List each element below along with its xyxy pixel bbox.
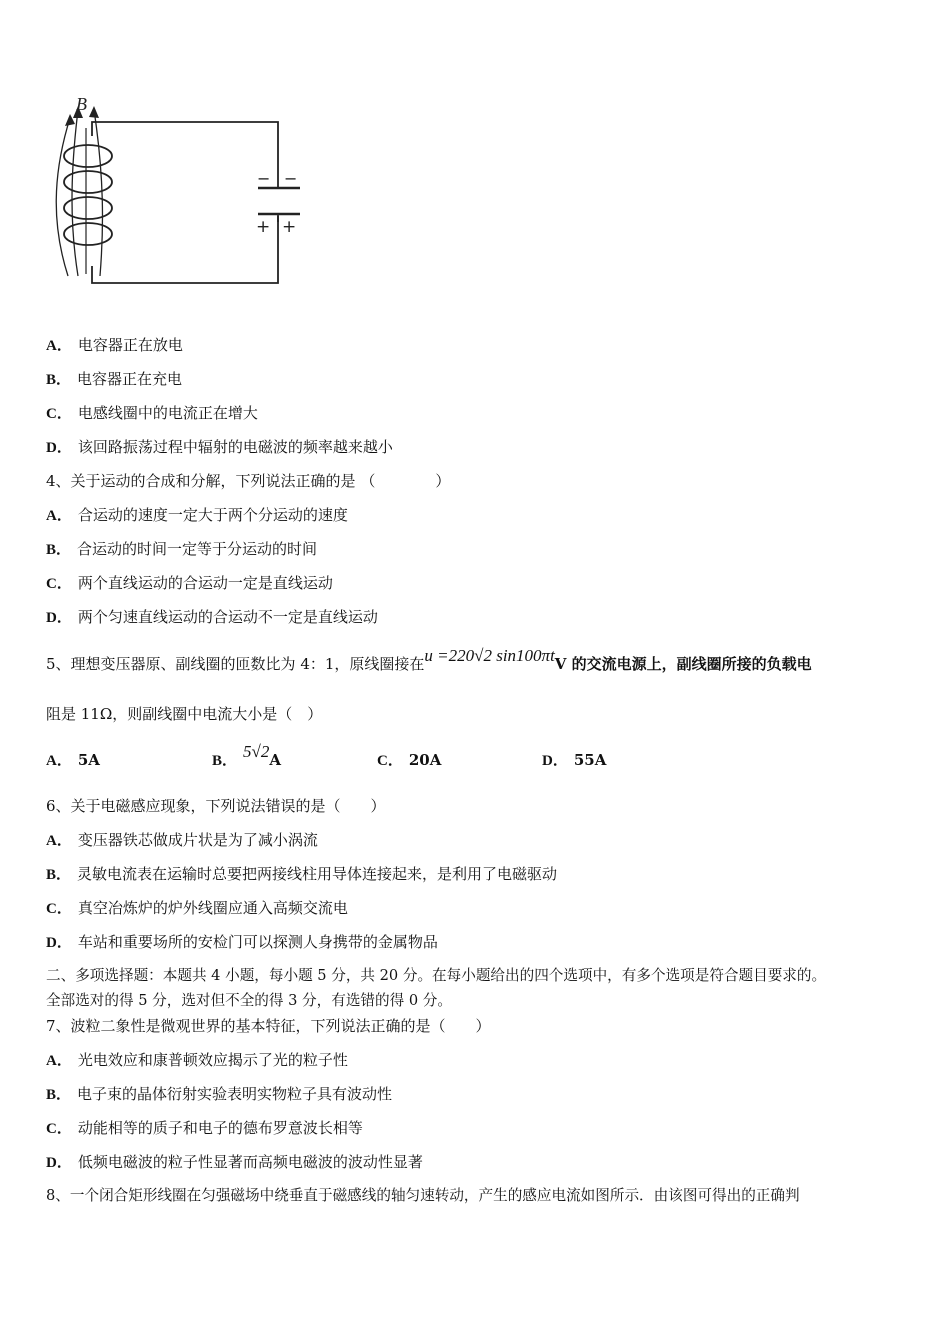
q5-option-c: C． 20A: [377, 751, 442, 769]
q4-option-a: A． 合运动的速度一定大于两个分运动的速度: [46, 506, 348, 524]
q6-option-d: D． 车站和重要场所的安检门可以探测人身携带的金属物品: [46, 933, 438, 951]
q3-option-d: D． 该回路振荡过程中辐射的电磁波的频率越来越小: [46, 438, 393, 456]
capacitor-minus-right: −: [284, 169, 298, 188]
capacitor-plus-right: +: [282, 217, 297, 237]
capacitor-minus-left: −: [257, 169, 271, 188]
q7-stem: 7、波粒二象性是微观世界的基本特征，下列说法正确的是（ ）: [46, 1017, 491, 1035]
lc-circuit-figure: [48, 96, 308, 296]
section2-intro-line1: 二、多项选择题：本题共 4 小题，每小题 5 分，共 20 分。在每小题给出的四个选项中，有多个选项是符合题目要求的。: [46, 967, 827, 984]
q4-option-d: D． 两个匀速直线运动的合运动不一定是直线运动: [46, 608, 378, 626]
voltage-formula: u =220√2 sin100πt: [424, 646, 555, 665]
q6-stem: 6、关于电磁感应现象，下列说法错误的是（ ）: [46, 797, 386, 815]
q7-option-a: A． 光电效应和康普顿效应揭示了光的粒子性: [46, 1051, 348, 1069]
q3-option-a: A． 电容器正在放电: [46, 336, 183, 354]
q6-option-c: C． 真空冶炼炉的炉外线圈应通入高频交流电: [46, 899, 348, 917]
capacitor-plus-left: +: [256, 217, 271, 237]
q4-option-b: B． 合运动的时间一定等于分运动的时间: [46, 540, 318, 558]
q8-stem: 8、一个闭合矩形线圈在匀强磁场中绕垂直于磁感线的轴匀速转动，产生的感应电流如图所示．由该图可得出的正确判: [46, 1187, 800, 1204]
q5-stem: 5、理想变压器原、副线圈的匝数比为 4：1，原线圈接在u =220√2 sin100πtV 的交流电源上，副线圈所接的负载电: [46, 646, 812, 673]
q3-option-c: C． 电感线圈中的电流正在增大: [46, 404, 258, 422]
magnetic-field-label: B: [76, 96, 87, 114]
q3-option-b: B． 电容器正在充电: [46, 370, 183, 388]
q5-option-d: D． 55A: [542, 751, 607, 769]
q5-stem-cont: 阻是 11Ω，则副线圈中电流大小是（ ）: [46, 705, 323, 723]
q7-option-b: B． 电子束的晶体衍射实验表明实物粒子具有波动性: [46, 1085, 393, 1103]
q5-option-b: B． 5√2A: [212, 742, 281, 769]
q4-option-c: C． 两个直线运动的合运动一定是直线运动: [46, 574, 333, 592]
q7-option-d: D． 低频电磁波的粒子性显著而高频电磁波的波动性显著: [46, 1153, 423, 1171]
section2-intro-line2: 全部选对的得 5 分，选对但不全的得 3 分，有选错的得 0 分。: [46, 992, 452, 1009]
q5-option-a: A． 5A: [46, 751, 100, 769]
q4-stem: 4、关于运动的合成和分解，下列说法正确的是 （ ）: [46, 472, 451, 490]
q7-option-c: C． 动能相等的质子和电子的德布罗意波长相等: [46, 1119, 363, 1137]
q6-option-b: B． 灵敏电流表在运输时总要把两接线柱用导体连接起来，是利用了电磁驱动: [46, 865, 558, 883]
q6-option-a: A． 变压器铁芯做成片状是为了减小涡流: [46, 831, 318, 849]
